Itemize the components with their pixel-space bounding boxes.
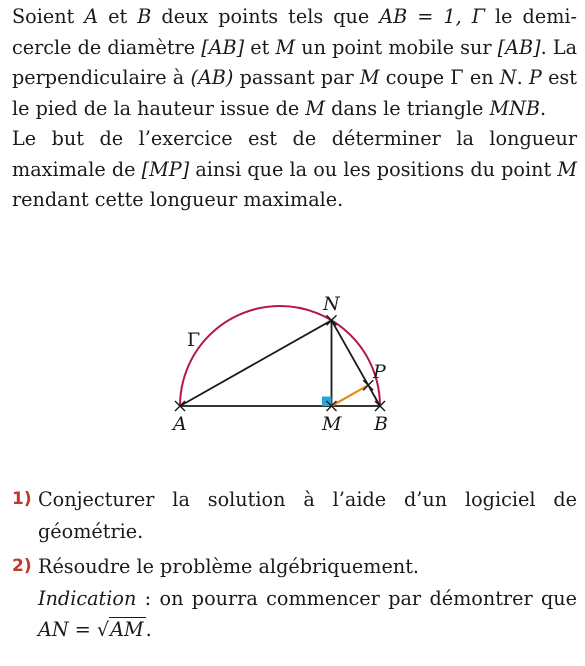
segment-an (180, 320, 332, 406)
math-var: B (137, 5, 152, 28)
segment-mp (332, 385, 369, 406)
text: . (516, 66, 529, 89)
sqrt-radicand: AM (110, 618, 144, 641)
text: dans le triangle (325, 96, 490, 120)
figure-svg (165, 288, 405, 438)
text: est le pied de la hauteur issue de (12, 66, 577, 120)
label-gamma: Γ (187, 329, 201, 351)
point-p-marker (363, 380, 373, 390)
text: Le but de l’exercice est de déterminer la longueur maximale de (12, 127, 577, 181)
text: le demi-cercle de diamètre (12, 5, 578, 59)
exercise-statement (12, 2, 577, 216)
label-a: A (173, 413, 187, 435)
math-expr: MNB (489, 96, 540, 120)
math-var: M (359, 66, 380, 89)
hint-math-lhs: AN = (38, 618, 97, 641)
math-var: A (84, 5, 99, 28)
text: un point mobile sur (295, 35, 498, 59)
text: . (540, 35, 547, 59)
label-n: N (323, 293, 340, 315)
questions-list (12, 484, 577, 650)
question-number: 2) (12, 556, 32, 576)
label-p: P (373, 361, 386, 383)
semicircle-arc (180, 306, 380, 406)
text: deux points tels que (151, 5, 380, 28)
text: passant par (233, 66, 360, 89)
text: et (244, 35, 276, 59)
hint-end: . (145, 618, 152, 641)
math-var: M (275, 35, 296, 59)
point-markers (175, 315, 385, 411)
hint-text: : on pourra commencer par démontrer que (136, 586, 577, 610)
label-b: B (374, 413, 388, 435)
math-var: P (528, 66, 542, 89)
math-var: M (557, 157, 577, 181)
geometry-figure (165, 288, 405, 438)
text: coupe Γ en (379, 66, 500, 89)
sqrt-symbol: √ (96, 618, 110, 641)
math-expr: AB = 1, Γ (379, 5, 486, 28)
question-1 (12, 484, 577, 547)
math-var: N (499, 66, 517, 89)
question-2 (12, 551, 577, 646)
statement-paragraph-1 (12, 2, 577, 124)
math-expr: (AB) (190, 66, 234, 89)
text: ainsi que la ou les positions du point (189, 157, 558, 181)
statement-paragraph-2 (12, 124, 577, 216)
math-expr: [MP] (141, 157, 190, 181)
math-expr: [AB] (201, 35, 245, 59)
text: . (540, 96, 547, 120)
text: et (98, 5, 138, 28)
text: Soient (12, 5, 85, 28)
text: La perpendiculaire à (12, 35, 578, 89)
text: rendant cette longueur maximale. (12, 188, 344, 211)
question-text: Conjecturer la solution à l’aide d’un logiciel de géométrie. (38, 488, 577, 543)
sqrt-expression (97, 617, 146, 641)
hint-label: Indication (38, 586, 137, 610)
question-text: Résoudre le problème algébriquement. (38, 555, 420, 578)
math-expr: [AB] (497, 35, 541, 59)
question-number: 1) (12, 489, 32, 509)
math-var: M (305, 96, 326, 120)
label-m: M (322, 413, 342, 435)
